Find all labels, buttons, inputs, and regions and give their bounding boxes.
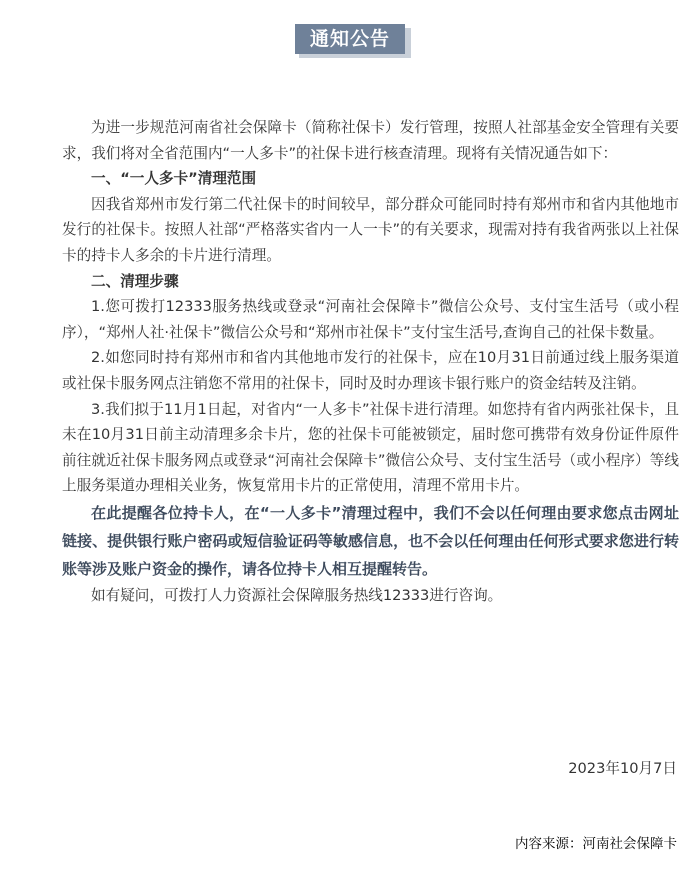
warning-paragraph: 在此提醒各位持卡人，在“一人多卡”清理过程中，我们不会以任何理由要求您点击网址链接、提供银行账户密码或短信验证码等敏感信息，也不会以任何理由任何形式要求您进行转账等涉及账户资金的操作，请各位持卡人相互提醒转告。: [62, 503, 679, 578]
step2-paragraph: 2.如您同时持有郑州市和省内其他地市发行的社保卡，应在10月31日前通过线上服务渠道或社保卡服务网点注销您不常用的社保卡，同时及时办理该卡银行账户的资金结转及注销。: [62, 349, 679, 392]
section2-heading: 二、清理步骤: [91, 272, 179, 290]
content-source: 内容来源：河南社会保障卡: [515, 836, 677, 852]
contact-paragraph: 如有疑问，可拨打人力资源社会保障服务热线12333进行咨询。: [91, 586, 503, 604]
section1-paragraph: 因我省郑州市发行第二代社保卡的时间较早，部分群众可能同时持有郑州市和省内其他地市发行的社保卡。按照人社部“严格落实省内一人一卡”的有关要求，现需对持有我省两张以上社保卡的持卡人多余的卡片进行清理。: [62, 195, 679, 264]
notice-date: 2023年10月7日: [568, 760, 677, 777]
notice-body: [62, 115, 679, 609]
intro-paragraph: 为进一步规范河南省社会保障卡（简称社保卡）发行管理，按照人社部基金安全管理有关要求，我们将对全省范围内“一人多卡”的社保卡进行核查清理。现将有关情况通告如下：: [62, 119, 679, 162]
step1-paragraph: 1.您可拨打12333服务热线或登录“河南社会保障卡”微信公众号、支付宝生活号（或小程序），“郑州人社·社保卡”微信公众号和“郑州市社保卡”支付宝生活号,查询自己的社保卡数量。: [62, 298, 679, 341]
section1-heading: 一、“一人多卡”清理范围: [91, 170, 257, 188]
title-banner: [295, 24, 411, 58]
page-title: 通知公告: [295, 24, 405, 54]
step3-paragraph: 3.我们拟于11月1日起，对省内“一人多卡”社保卡进行清理。如您持有省内两张社保卡，且未在10月31日前主动清理多余卡片，您的社保卡可能被锁定，届时您可携带有效身份证件原件前往就近社保卡服务网点或登录“河南社会保障卡”微信公众号、支付宝生活号（或小程序）等线上服务渠道办理相关业务，恢复常用卡片的正常使用，清理不常用卡片。: [62, 400, 679, 495]
